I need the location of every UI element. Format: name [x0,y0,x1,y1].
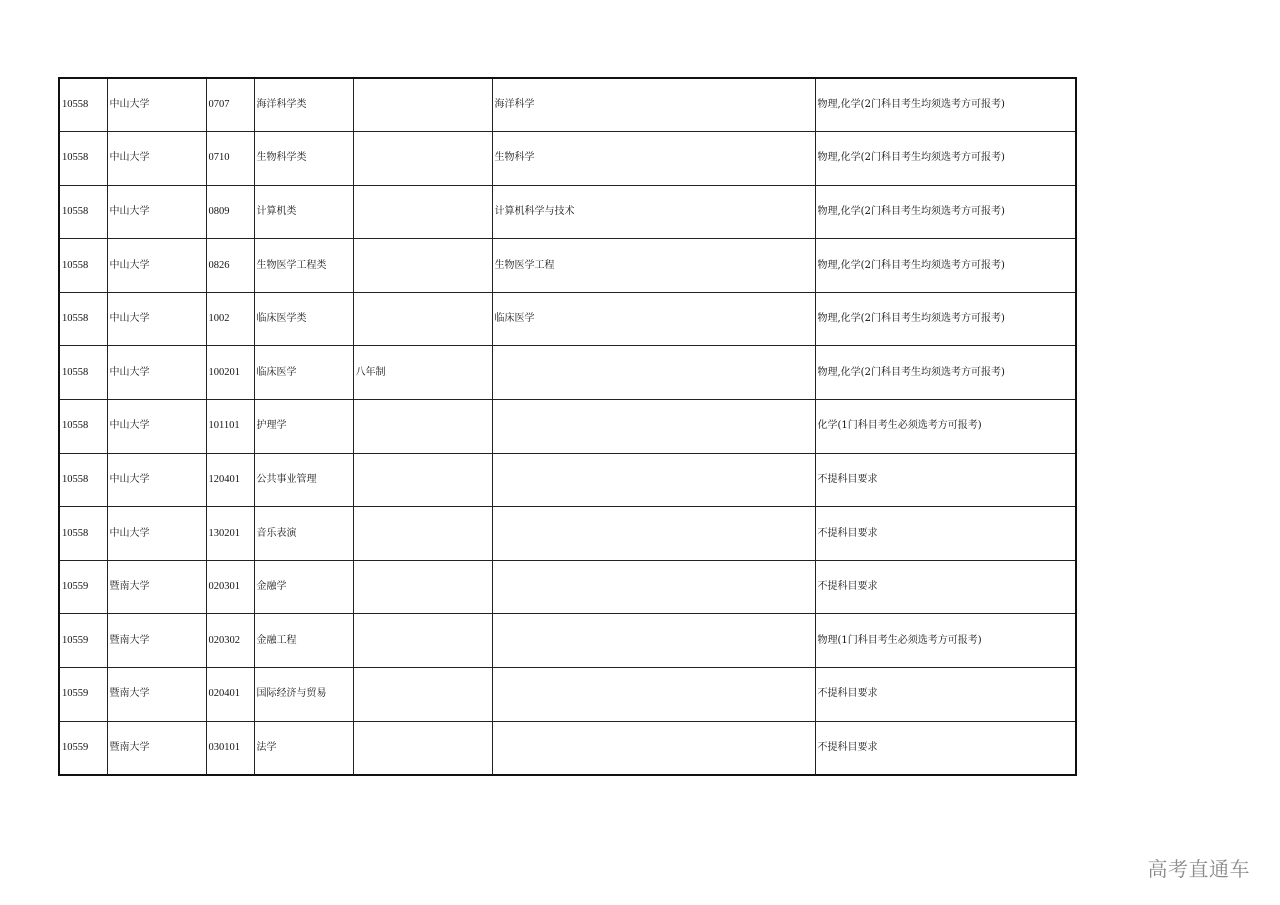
major-name-cell: 海洋科学类 [254,78,353,132]
major-code-cell: 1002 [206,292,254,346]
included-majors-cell: 临床医学 [492,292,815,346]
subject-requirement-cell: 物理,化学(2门科目考生均须选考方可报考) [815,346,1076,400]
table-row [59,507,1076,561]
major-name-cell: 国际经济与贸易 [254,668,353,722]
table-row [59,453,1076,507]
major-code-cell: 020401 [206,668,254,722]
included-majors-cell [492,346,815,400]
major-name-cell: 金融工程 [254,614,353,668]
included-majors-cell [492,507,815,561]
school-name-cell: 暨南大学 [107,614,206,668]
subject-requirement-cell: 不提科目要求 [815,507,1076,561]
major-code-cell: 0809 [206,185,254,239]
table-row [59,185,1076,239]
included-majors-cell [492,668,815,722]
major-code-cell: 100201 [206,346,254,400]
subject-requirement-cell: 不提科目要求 [815,668,1076,722]
school-code-cell: 10559 [59,668,107,722]
table-body [59,78,1076,775]
table-row [59,560,1076,614]
subject-requirement-cell: 不提科目要求 [815,560,1076,614]
school-code-cell: 10558 [59,292,107,346]
note-cell [353,721,492,775]
school-name-cell: 中山大学 [107,400,206,454]
note-cell [353,560,492,614]
major-code-cell: 020301 [206,560,254,614]
school-code-cell: 10558 [59,185,107,239]
major-name-cell: 计算机类 [254,185,353,239]
major-code-cell: 020302 [206,614,254,668]
included-majors-cell: 生物医学工程 [492,239,815,293]
subject-requirements-table [58,77,1077,776]
table-row [59,400,1076,454]
school-name-cell: 中山大学 [107,239,206,293]
watermark: 高考直通车 [1147,857,1250,881]
table-row [59,614,1076,668]
included-majors-cell: 海洋科学 [492,78,815,132]
school-name-cell: 中山大学 [107,346,206,400]
school-code-cell: 10558 [59,78,107,132]
major-name-cell: 护理学 [254,400,353,454]
school-code-cell: 10558 [59,400,107,454]
school-name-cell: 中山大学 [107,132,206,186]
major-name-cell: 临床医学 [254,346,353,400]
table-row [59,292,1076,346]
school-code-cell: 10559 [59,614,107,668]
school-code-cell: 10559 [59,721,107,775]
major-name-cell: 生物医学工程类 [254,239,353,293]
subject-requirement-cell: 物理(1门科目考生必须选考方可报考) [815,614,1076,668]
note-cell [353,400,492,454]
major-code-cell: 120401 [206,453,254,507]
table-row [59,721,1076,775]
included-majors-cell [492,453,815,507]
note-cell [353,614,492,668]
major-name-cell: 公共事业管理 [254,453,353,507]
major-code-cell: 030101 [206,721,254,775]
school-name-cell: 暨南大学 [107,560,206,614]
note-cell [353,453,492,507]
major-name-cell: 音乐表演 [254,507,353,561]
note-cell [353,507,492,561]
subject-requirement-cell: 不提科目要求 [815,721,1076,775]
included-majors-cell [492,560,815,614]
school-name-cell: 暨南大学 [107,721,206,775]
included-majors-cell: 生物科学 [492,132,815,186]
note-cell [353,132,492,186]
school-code-cell: 10558 [59,453,107,507]
note-cell [353,292,492,346]
subject-requirement-cell: 不提科目要求 [815,453,1076,507]
table-row [59,668,1076,722]
subject-requirement-cell: 物理,化学(2门科目考生均须选考方可报考) [815,185,1076,239]
subject-requirement-cell: 物理,化学(2门科目考生均须选考方可报考) [815,78,1076,132]
major-code-cell: 130201 [206,507,254,561]
included-majors-cell [492,400,815,454]
major-code-cell: 0826 [206,239,254,293]
school-code-cell: 10559 [59,560,107,614]
note-cell [353,668,492,722]
major-name-cell: 法学 [254,721,353,775]
school-name-cell: 中山大学 [107,292,206,346]
major-code-cell: 101101 [206,400,254,454]
table-row [59,78,1076,132]
note-cell [353,239,492,293]
school-name-cell: 中山大学 [107,453,206,507]
major-code-cell: 0710 [206,132,254,186]
subject-requirement-cell: 化学(1门科目考生必须选考方可报考) [815,400,1076,454]
included-majors-cell [492,614,815,668]
subject-requirement-cell: 物理,化学(2门科目考生均须选考方可报考) [815,292,1076,346]
school-name-cell: 暨南大学 [107,668,206,722]
table-row [59,239,1076,293]
included-majors-cell [492,721,815,775]
table-row [59,132,1076,186]
note-cell: 八年制 [353,346,492,400]
subject-requirement-cell: 物理,化学(2门科目考生均须选考方可报考) [815,132,1076,186]
included-majors-cell: 计算机科学与技术 [492,185,815,239]
note-cell [353,78,492,132]
major-name-cell: 临床医学类 [254,292,353,346]
subject-requirement-cell: 物理,化学(2门科目考生均须选考方可报考) [815,239,1076,293]
major-code-cell: 0707 [206,78,254,132]
school-code-cell: 10558 [59,346,107,400]
major-name-cell: 金融学 [254,560,353,614]
table-row [59,346,1076,400]
school-code-cell: 10558 [59,507,107,561]
major-name-cell: 生物科学类 [254,132,353,186]
school-name-cell: 中山大学 [107,185,206,239]
note-cell [353,185,492,239]
school-name-cell: 中山大学 [107,507,206,561]
school-name-cell: 中山大学 [107,78,206,132]
school-code-cell: 10558 [59,239,107,293]
school-code-cell: 10558 [59,132,107,186]
